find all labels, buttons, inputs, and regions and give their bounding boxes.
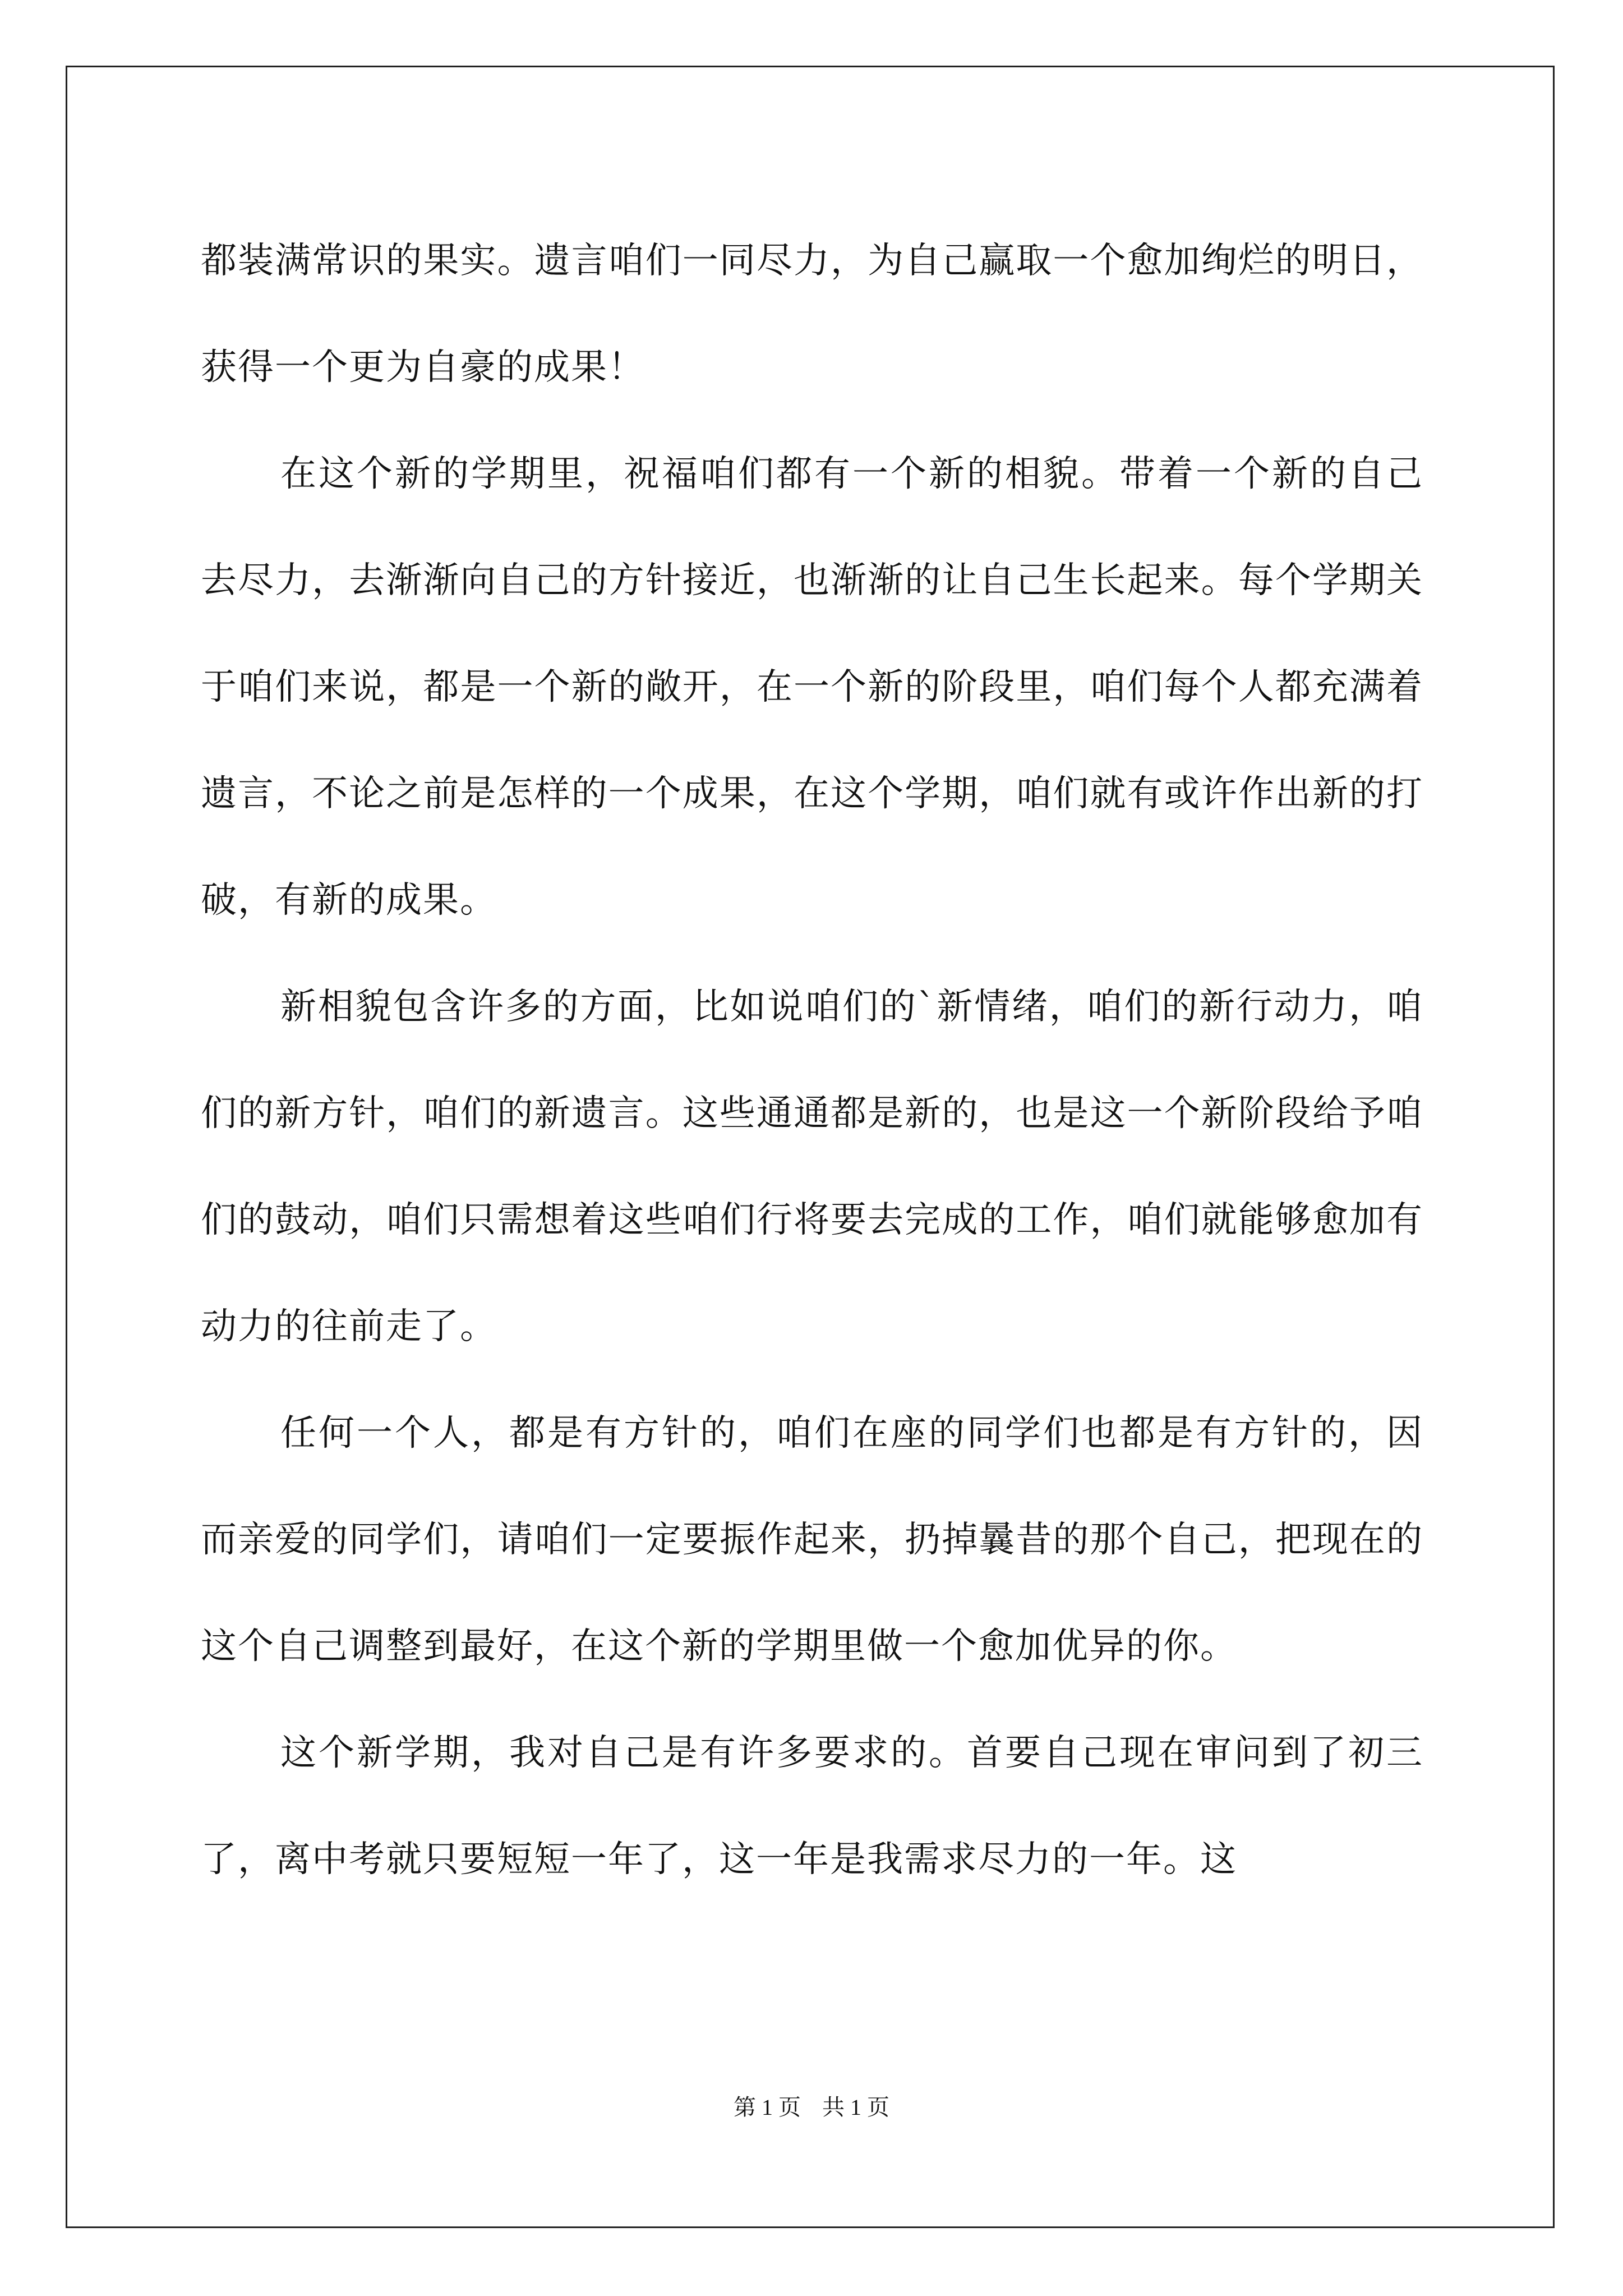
page-number: 第 1 页 [734,2095,801,2120]
page-footer [0,2090,1623,2122]
paragraph-5: 这个新学期，我对自己是有许多要求的。首要自己现在审问到了初三了，离中考就只要短短一年了，这一年是我需求尽力的一年。这 [201,1732,1423,1880]
paragraph-4: 任何一个人，都是有方针的，咱们在座的同学们也都是有方针的，因而亲爱的同学们，请咱们一定要振作起来，扔掉曩昔的那个自己，把现在的这个自己调整到最好，在这个新的学期里做一个愈加优异的你。 [201,1412,1423,1667]
paragraph-3: 新相貌包含许多的方面，比如说咱们的`新情绪，咱们的新行动力，咱们的新方针，咱们的新遗言。这些通通都是新的，也是这一个新阶段给予咱们的鼓动，咱们只需想着这些咱们行将要去完成的工作，咱们就能够愈加有动力的往前走了。 [201,986,1423,1347]
page-total: 共 1 页 [822,2095,889,2120]
paragraph-2: 在这个新的学期里，祝福咱们都有一个新的相貌。带着一个新的自己去尽力，去渐渐向自己的方针接近，也渐渐的让自己生长起来。每个学期关于咱们来说，都是一个新的敞开，在一个新的阶段里，咱们每个人都充满着遗言，不论之前是怎样的一个成果，在这个学期，咱们就有或许作出新的打破，有新的成果。 [201,453,1423,921]
paragraph-1: 都装满常识的果实。遗言咱们一同尽力，为自己赢取一个愈加绚烂的明日，获得一个更为自豪的成果！ [201,240,1423,388]
document-body [201,208,1423,1913]
